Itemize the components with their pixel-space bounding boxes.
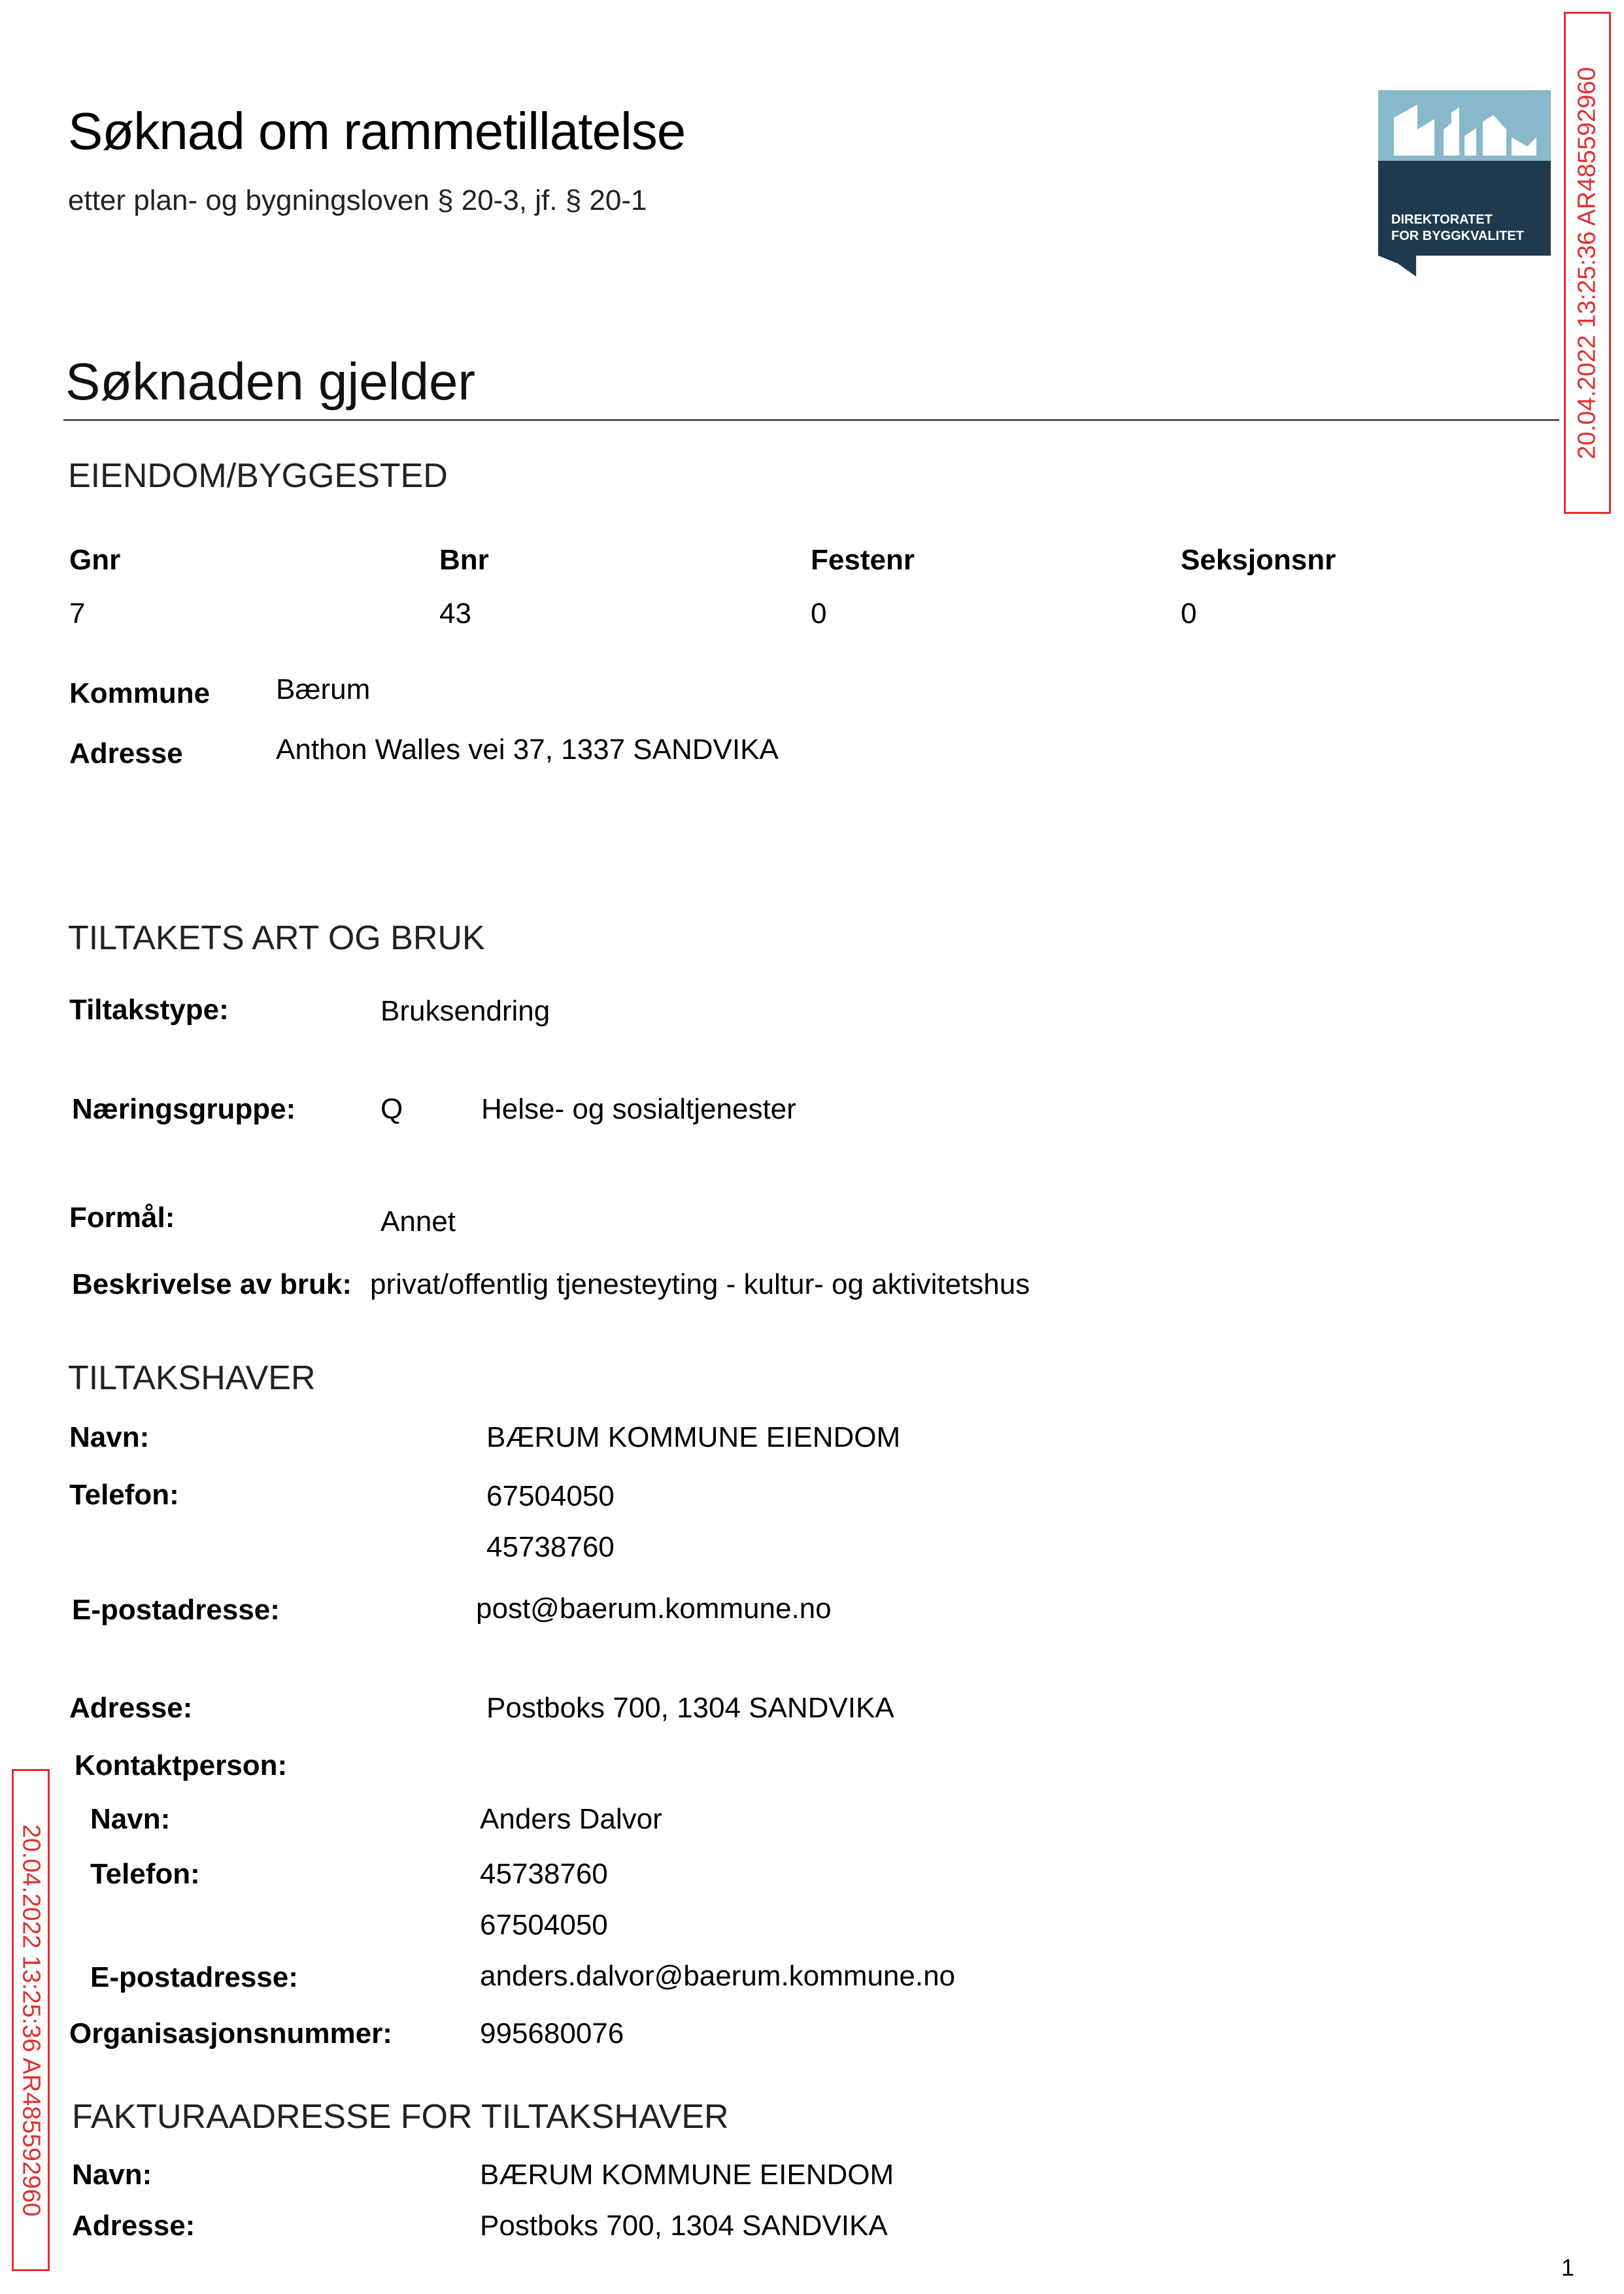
section-divider xyxy=(63,419,1559,421)
kontakt-telefon2: 67504050 xyxy=(480,1909,608,1941)
faktura-adresse-value: Postboks 700, 1304 SANDVIKA xyxy=(480,2210,888,2242)
tiltakstype-label: Tiltakstype: xyxy=(69,994,229,1026)
naeringsgruppe-label: Næringsgruppe: xyxy=(72,1093,296,1125)
seksjonsnr-value: 0 xyxy=(1181,598,1197,630)
formal-label: Formål: xyxy=(69,1202,175,1234)
naeringsgruppe-value: Helse- og sosialtjenester xyxy=(481,1093,796,1125)
kontakt-epost-label: E-postadresse: xyxy=(90,1961,298,1993)
logo-text-line2: FOR BYGGKVALITET xyxy=(1391,229,1524,243)
tiltakstype-value: Bruksendring xyxy=(381,995,550,1027)
tiltakshaver-epost-label: E-postadresse: xyxy=(72,1594,280,1626)
adresse-value: Anthon Walles vei 37, 1337 SANDVIKA xyxy=(276,734,779,766)
bnr-value: 43 xyxy=(439,598,471,630)
stamp-text: 20.04.2022 13:25:36 AR485592960 xyxy=(1573,66,1601,460)
tiltakshaver-navn-label: Navn: xyxy=(69,1421,150,1453)
kommune-label: Kommune xyxy=(69,677,211,709)
kontakt-navn-label: Navn: xyxy=(90,1803,171,1835)
dibk-logo xyxy=(1378,90,1551,277)
festenr-label: Festenr xyxy=(811,544,915,576)
document-title: Søknad om rammetillatelse xyxy=(68,102,686,160)
formal-value: Annet xyxy=(381,1206,456,1238)
naeringsgruppe-code: Q xyxy=(381,1093,403,1125)
tiltakshaver-telefon-label: Telefon: xyxy=(69,1479,179,1511)
logo-text-line1: DIREKTORATET xyxy=(1391,212,1493,227)
timestamp-stamp-top xyxy=(1564,12,1611,514)
section-title: Søknaden gjelder xyxy=(65,352,476,411)
heading-eiendom: EIENDOM/BYGGESTED xyxy=(68,457,448,495)
heading-tiltak: TILTAKETS ART OG BRUK xyxy=(68,919,485,957)
document-subtitle: etter plan- og bygningsloven § 20-3, jf. § 20-1 xyxy=(68,184,647,216)
heading-tiltakshaver: TILTAKSHAVER xyxy=(68,1359,316,1397)
adresse-label: Adresse xyxy=(69,737,183,769)
tiltakshaver-navn-value: BÆRUM KOMMUNE EIENDOM xyxy=(486,1421,901,1453)
page-number: 1 xyxy=(1561,2254,1575,2281)
festenr-value: 0 xyxy=(811,598,827,630)
gnr-label: Gnr xyxy=(69,544,121,576)
stamp-text: 20.04.2022 13:25:36 AR485592960 xyxy=(17,1823,45,2217)
beskrivelse-value: privat/offentlig tjenesteyting - kultur- og aktivitetshus xyxy=(370,1268,1030,1300)
tiltakshaver-epost-value: post@baerum.kommune.no xyxy=(476,1593,832,1625)
faktura-navn-value: BÆRUM KOMMUNE EIENDOM xyxy=(480,2159,894,2191)
tiltakshaver-telefon2: 45738760 xyxy=(486,1531,615,1563)
tiltakshaver-adresse-value: Postboks 700, 1304 SANDVIKA xyxy=(486,1692,894,1724)
heading-faktura: FAKTURAADRESSE FOR TILTAKSHAVER xyxy=(72,2098,729,2136)
faktura-navn-label: Navn: xyxy=(72,2159,152,2191)
bnr-label: Bnr xyxy=(439,544,489,576)
kontakt-epost-value: anders.dalvor@baerum.kommune.no xyxy=(480,1960,956,1992)
kommune-value: Bærum xyxy=(276,673,371,705)
orgnr-value: 995680076 xyxy=(480,2017,624,2049)
kontakt-telefon1: 45738760 xyxy=(480,1858,608,1890)
orgnr-label: Organisasjonsnummer: xyxy=(69,2017,392,2049)
kontakt-telefon-label: Telefon: xyxy=(90,1858,200,1890)
gnr-value: 7 xyxy=(69,598,86,630)
seksjonsnr-label: Seksjonsnr xyxy=(1181,544,1336,576)
kontakt-navn-value: Anders Dalvor xyxy=(480,1803,662,1835)
faktura-adresse-label: Adresse: xyxy=(72,2210,195,2242)
tiltakshaver-telefon1: 67504050 xyxy=(486,1480,615,1512)
timestamp-stamp-bottom xyxy=(12,1769,50,2271)
beskrivelse-label: Beskrivelse av bruk: xyxy=(72,1268,352,1300)
kontaktperson-label: Kontaktperson: xyxy=(75,1749,288,1781)
tiltakshaver-adresse-label: Adresse: xyxy=(69,1692,193,1724)
